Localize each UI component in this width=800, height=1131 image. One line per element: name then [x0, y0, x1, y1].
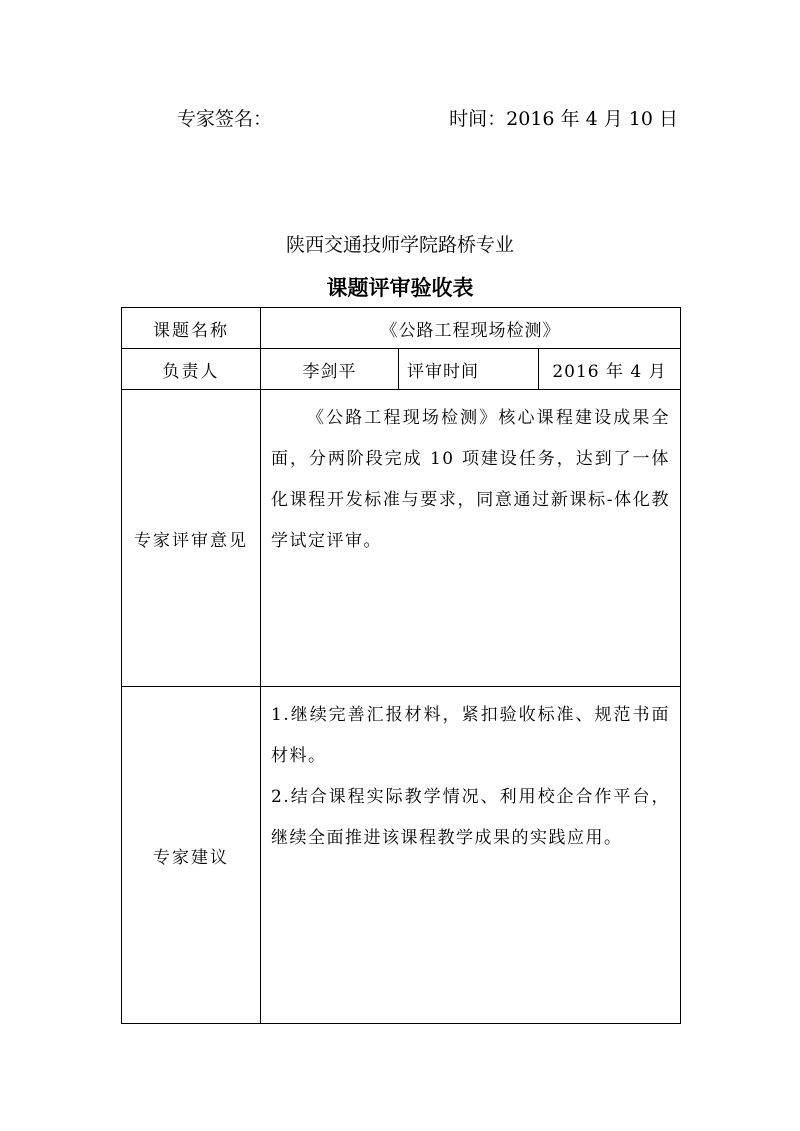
- table-row: [122, 390, 681, 687]
- expert-opinion-cell: [261, 390, 681, 687]
- suggestion-item: 2.结合课程实际教学情况、利用校企合作平台，继续全面推进该课程教学成果的实践应用。: [271, 787, 671, 848]
- suggestion-item: 1.继续完善汇报材料，紧扣验收标准、规范书面材料。: [271, 705, 671, 766]
- review-date: 时间：2016 年 4 月 10 日: [449, 108, 678, 130]
- table-row: [122, 349, 681, 390]
- document-subtitle: 陕西交通技师学院路桥专业: [285, 234, 514, 256]
- document-title: 课题评审验收表: [326, 275, 474, 300]
- topic-name-label: 课题名称: [122, 308, 261, 349]
- expert-suggestion-label: 专家建议: [122, 687, 261, 1024]
- expert-signature-label: 专家签名：: [177, 108, 273, 130]
- review-time-label: 评审时间: [399, 349, 539, 390]
- review-table: [121, 307, 681, 1024]
- suggestion-list: [261, 687, 680, 859]
- table-row: [122, 308, 681, 349]
- topic-name-value: 《公路工程现场检测》: [261, 308, 681, 349]
- owner-label: 负责人: [122, 349, 261, 390]
- signature-date-line: [0, 104, 800, 134]
- expert-suggestion-cell: [261, 687, 681, 1024]
- review-time-value: 2016 年 4 月: [539, 349, 681, 390]
- expert-opinion-label: 专家评审意见: [122, 390, 261, 687]
- owner-value: 李剑平: [261, 349, 399, 390]
- table-row: [122, 687, 681, 1024]
- expert-opinion-text: 《公路工程现场检测》核心课程建设成果全面，分两阶段完成 10 项建设任务，达到了一体化课程开发标准与要求，同意通过新课标-体化教学试定评审。: [271, 408, 671, 551]
